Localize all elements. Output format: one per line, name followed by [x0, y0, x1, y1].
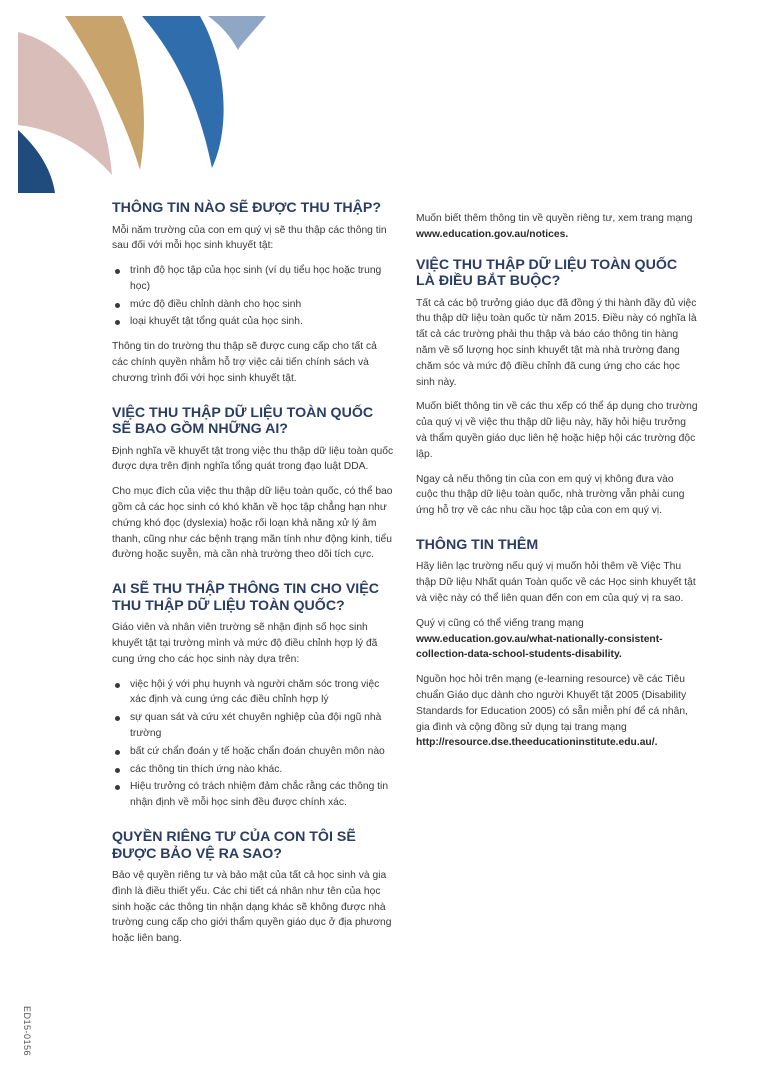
privacy-more-paragraph [416, 211, 698, 243]
heading-what-collected: THÔNG TIN NÀO SẼ ĐƯỢC THU THẬP? [112, 200, 381, 216]
paragraph: Muốn biết thông tin về các thu xếp có thể áp dụng cho trường của quý vị về việc thu thập dữ liệu này, hãy hỏi hiệu trưởng và thẩm quyền giáo dục liên hệ hoặc hiệp hội các trường độc lập. [416, 401, 698, 460]
paragraph: Ngay cả nếu thông tin của con em quý vị không đưa vào cuộc thu thập dữ liệu toàn quốc, nhà trường vẫn phải cung ứng hỗ trợ về các nhu cầu học tập của con em quý vị. [416, 473, 685, 517]
heading-privacy: QUYỀN RIÊNG TƯ CỦA CON TÔI SẼ ĐƯỢC BẢO VỆ RA SAO? [112, 829, 356, 862]
section-mandatory [416, 257, 698, 519]
text: Quý vị cũng có thể viếng trang mạng [416, 617, 584, 629]
paragraph [416, 616, 698, 663]
section-what-collected [112, 200, 395, 387]
decorative-wave-graphic [0, 0, 300, 200]
paragraph: Thông tin do trường thu thập sẽ được cung cấp cho tất cả các chính quyền nhằm hỗ trợ việc cải tiến chính sách và chương trình đối với học sinh khuyết tật. [112, 341, 377, 384]
bullet-list [112, 677, 395, 811]
paragraph: Cho mục đích của việc thu thập dữ liệu toàn quốc, có thể bao gồm cả các học sinh có khó khăn về học tập chẳng hạn như chứng khó đọc (dyslexia) hoặc rối loạn khả năng xử lý âm thanh, cũng như các bệnh trạng mãn tính như động kinh, tiểu đường hoặc suyễn, mà cần nhà trường theo dõi tích cực. [112, 486, 393, 561]
paragraph: Tất cả các bộ trưởng giáo dục đã đồng ý thi hành đầy đủ việc thu thập dữ liệu toàn quốc từ năm 2015. Điều này có nghĩa là tất cả các trường phải thu thập và báo cáo thông tin hàng năm về số lượng học sinh khuyết tật mà nhà trường đang chăm sóc và mức độ điều chỉnh đã cung ứng cho các học sinh này. [416, 297, 697, 388]
list-item: bất cứ chẩn đoán y tế hoặc chẩn đoán chuyên môn nào [112, 744, 395, 760]
text: Nguồn học hỏi trên mạng (e-learning resource) về các Tiêu chuẩn Giáo dục dành cho người Khuyết tật 2005 (Disability Standards for Education 2005) có sẵn miễn phí để cá nhân, gia đình và cộng đồng sử dụng tại trang mạng [416, 674, 688, 733]
privacy-link[interactable]: www.education.gov.au/notices. [416, 228, 569, 240]
paragraph: Giáo viên và nhân viên trường sẽ nhận định số học sinh khuyết tật tại trường mình và mức độ điều chỉnh hợp lý đã cung ứng cho các học sinh này dựa trên: [112, 622, 378, 665]
section-more-info [416, 537, 698, 751]
paragraph [416, 672, 698, 751]
list-item: trình độ học tập của học sinh (ví dụ tiểu học hoặc trung học) [112, 263, 395, 295]
list-item: việc hội ý với phụ huynh và người chăm sóc trong việc xác định và cung ứng các điều chỉnh hợp lý [112, 677, 395, 709]
list-item: mức độ điều chỉnh dành cho học sinh [112, 297, 395, 313]
heading-who-collects: AI SẼ THU THẬP THÔNG TIN CHO VIỆC THU THẬP DỮ LIỆU TOÀN QUỐC? [112, 581, 379, 614]
paragraph: Bảo vệ quyền riêng tư và bảo mật của tất cả học sinh và gia đình là điều thiết yếu. Các chi tiết cá nhân như tên của học sinh hoặc các thông tin nhận dạng khác sẽ không được nhà trường cung cấp cho giới thẩm quyền giáo dục ở địa phương hoặc liên bang. [112, 870, 392, 945]
left-column [112, 200, 395, 965]
list-item: loại khuyết tật tổng quát của học sinh. [112, 314, 395, 330]
bullet-list [112, 263, 395, 330]
nccd-link[interactable]: www.education.gov.au/what-nationally-consistent-collection-data-school-students-disability. [416, 633, 663, 661]
paragraph: Mỗi năm trường của con em quý vị sẽ thu thập các thông tin sau đối với mỗi học sinh khuyết tật: [112, 224, 387, 252]
section-privacy [112, 829, 395, 947]
list-item: các thông tin thích ứng nào khác. [112, 762, 395, 778]
section-who-collects [112, 581, 395, 811]
list-item: sự quan sát và cứu xét chuyên nghiệp của đội ngũ nhà trường [112, 710, 395, 742]
heading-mandatory: VIỆC THU THẬP DỮ LIỆU TOÀN QUỐC LÀ ĐIỀU BẮT BUỘC? [416, 256, 678, 290]
heading-more-info: THÔNG TIN THÊM [416, 536, 539, 553]
text: Muốn biết thêm thông tin về quyền riêng tư, xem trang mạng [416, 213, 693, 224]
list-item: Hiệu trưởng có trách nhiệm đảm chắc rằng các thông tin nhận định về mỗi học sinh đều được chính xác. [112, 779, 395, 811]
document-code: ED15-0156 [22, 1006, 32, 1057]
paragraph: Định nghĩa về khuyết tật trong việc thu thập dữ liệu toàn quốc được dựa trên định nghĩa tổng quát trong đạo luật DDA. [112, 445, 394, 473]
section-who-included [112, 405, 395, 564]
paragraph: Hãy liên lạc trường nếu quý vị muốn hỏi thêm về Việc Thu thập Dữ liệu Nhất quán Toàn quốc về các Học sinh khuyết tật và việc này có thể liên quan đến con em của quý vị ra sao. [416, 561, 696, 605]
right-column [416, 211, 698, 769]
dse-resource-link[interactable]: http://resource.dse.theeducationinstitute.edu.au/. [416, 737, 658, 749]
heading-who-included: VIỆC THU THẬP DỮ LIỆU TOÀN QUỐC SẼ BAO GỒM NHỮNG AI? [112, 404, 374, 438]
